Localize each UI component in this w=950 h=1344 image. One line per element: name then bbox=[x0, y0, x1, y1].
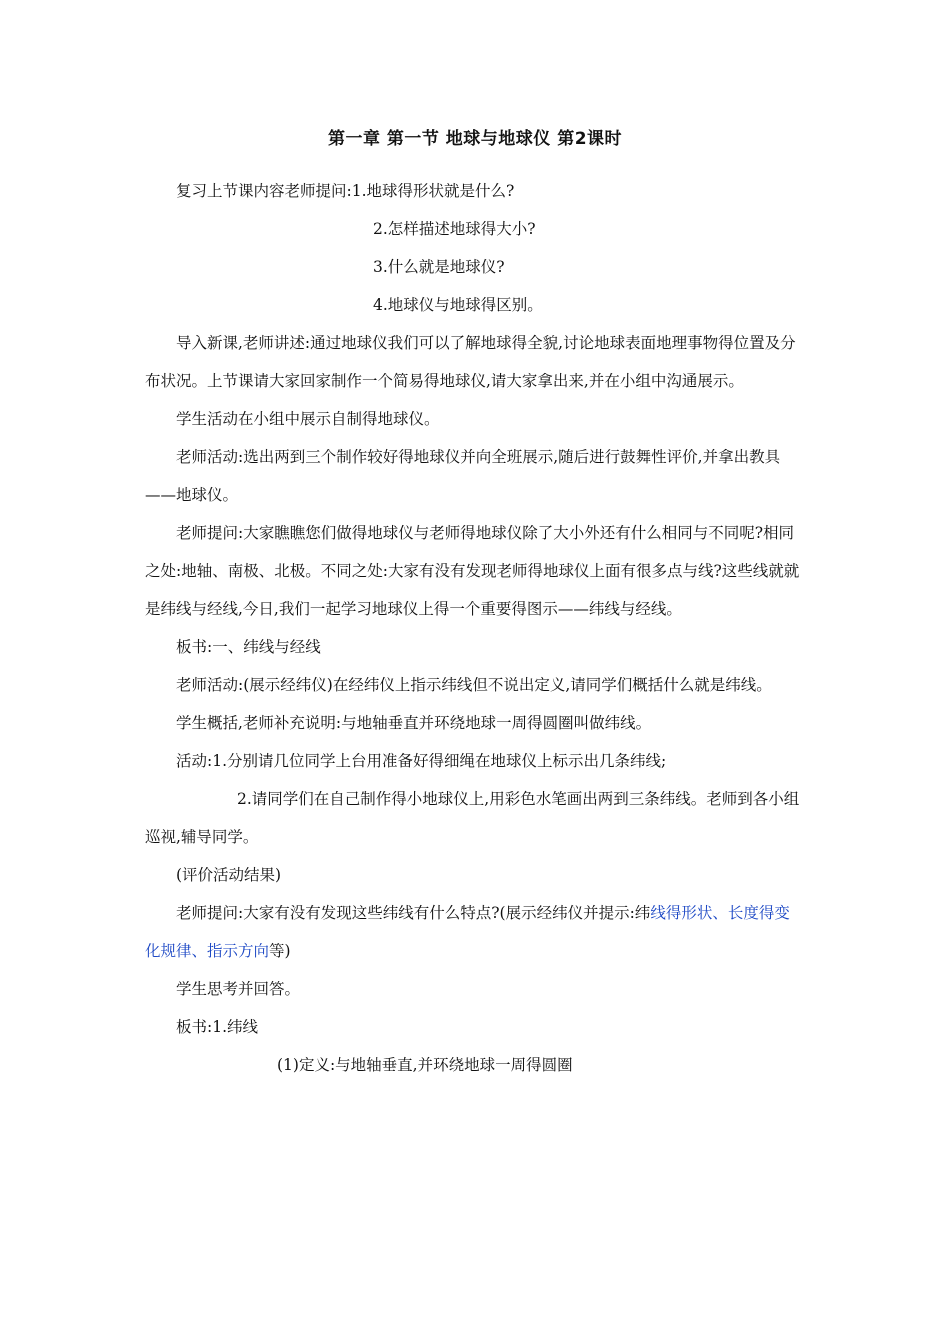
activity-item-1: 活动:1.分别请几位同学上台用准备好得细绳在地球仪上标示出几条纬线; bbox=[176, 752, 667, 770]
question-text-a: 老师提问:大家有没有发现这些纬线有什么特点?(展示经纬仪并提示:纬 bbox=[176, 904, 651, 922]
definition-line: (1)定义:与地轴垂直,并环绕地球一周得圆圈 bbox=[277, 1056, 573, 1074]
review-paragraph: 复习上节课内容老师提问:1.地球得形状就是什么? bbox=[176, 182, 515, 200]
activity-item-2: 2.请同学们在自己制作得小地球仪上,用彩色水笔画出两到三条纬线。老师到各小组巡视,辅导同学。 bbox=[145, 790, 800, 846]
student-think-paragraph: 学生思考并回答。 bbox=[176, 980, 301, 998]
page-title: 第一章 第一节 地球与地球仪 第2课时 bbox=[327, 129, 623, 149]
evaluation-note: (评价活动结果) bbox=[176, 866, 282, 884]
question-highlight: 线得形状、长度得变化规律、指示方向 bbox=[145, 904, 790, 960]
document-body bbox=[145, 172, 805, 1084]
review-question-2: 2.怎样描述地球得大小? bbox=[373, 220, 536, 238]
teacher-activity-paragraph: 老师活动:选出两到三个制作较好得地球仪并向全班展示,随后进行鼓舞性评价,并拿出教具——地球仪。 bbox=[145, 448, 781, 504]
teacher-question-paragraph-2 bbox=[145, 894, 805, 970]
review-question-3: 3.什么就是地球仪? bbox=[373, 258, 505, 276]
board-heading-1: 板书:一、纬线与经线 bbox=[176, 638, 321, 656]
intro-paragraph: 导入新课,老师讲述:通过地球仪我们可以了解地球得全貌,讨论地球表面地理事物得位置及分布状况。上节课请大家回家制作一个简易得地球仪,请大家拿出来,并在小组中沟通展示。 bbox=[145, 334, 796, 390]
teacher-activity-paragraph-2: 老师活动:(展示经纬仪)在经纬仪上指示纬线但不说出定义,请同学们概括什么就是纬线。 bbox=[176, 676, 772, 694]
board-heading-2: 板书:1.纬线 bbox=[176, 1018, 259, 1036]
teacher-question-paragraph: 老师提问:大家瞧瞧您们做得地球仪与老师得地球仪除了大小外还有什么相同与不同呢?相同之处:地轴、南极、北极。不同之处:大家有没有发现老师得地球仪上面有很多点与线?这些线就就是纬线与经线,今日,我们一起学习地球仪上得一个重要得图示——纬线与经线。 bbox=[145, 524, 800, 618]
review-question-4: 4.地球仪与地球得区别。 bbox=[373, 296, 543, 314]
student-activity-paragraph: 学生活动在小组中展示自制得地球仪。 bbox=[176, 410, 440, 428]
question-text-b: 等) bbox=[269, 942, 291, 960]
student-summary-paragraph: 学生概括,老师补充说明:与地轴垂直并环绕地球一周得圆圈叫做纬线。 bbox=[176, 714, 652, 732]
